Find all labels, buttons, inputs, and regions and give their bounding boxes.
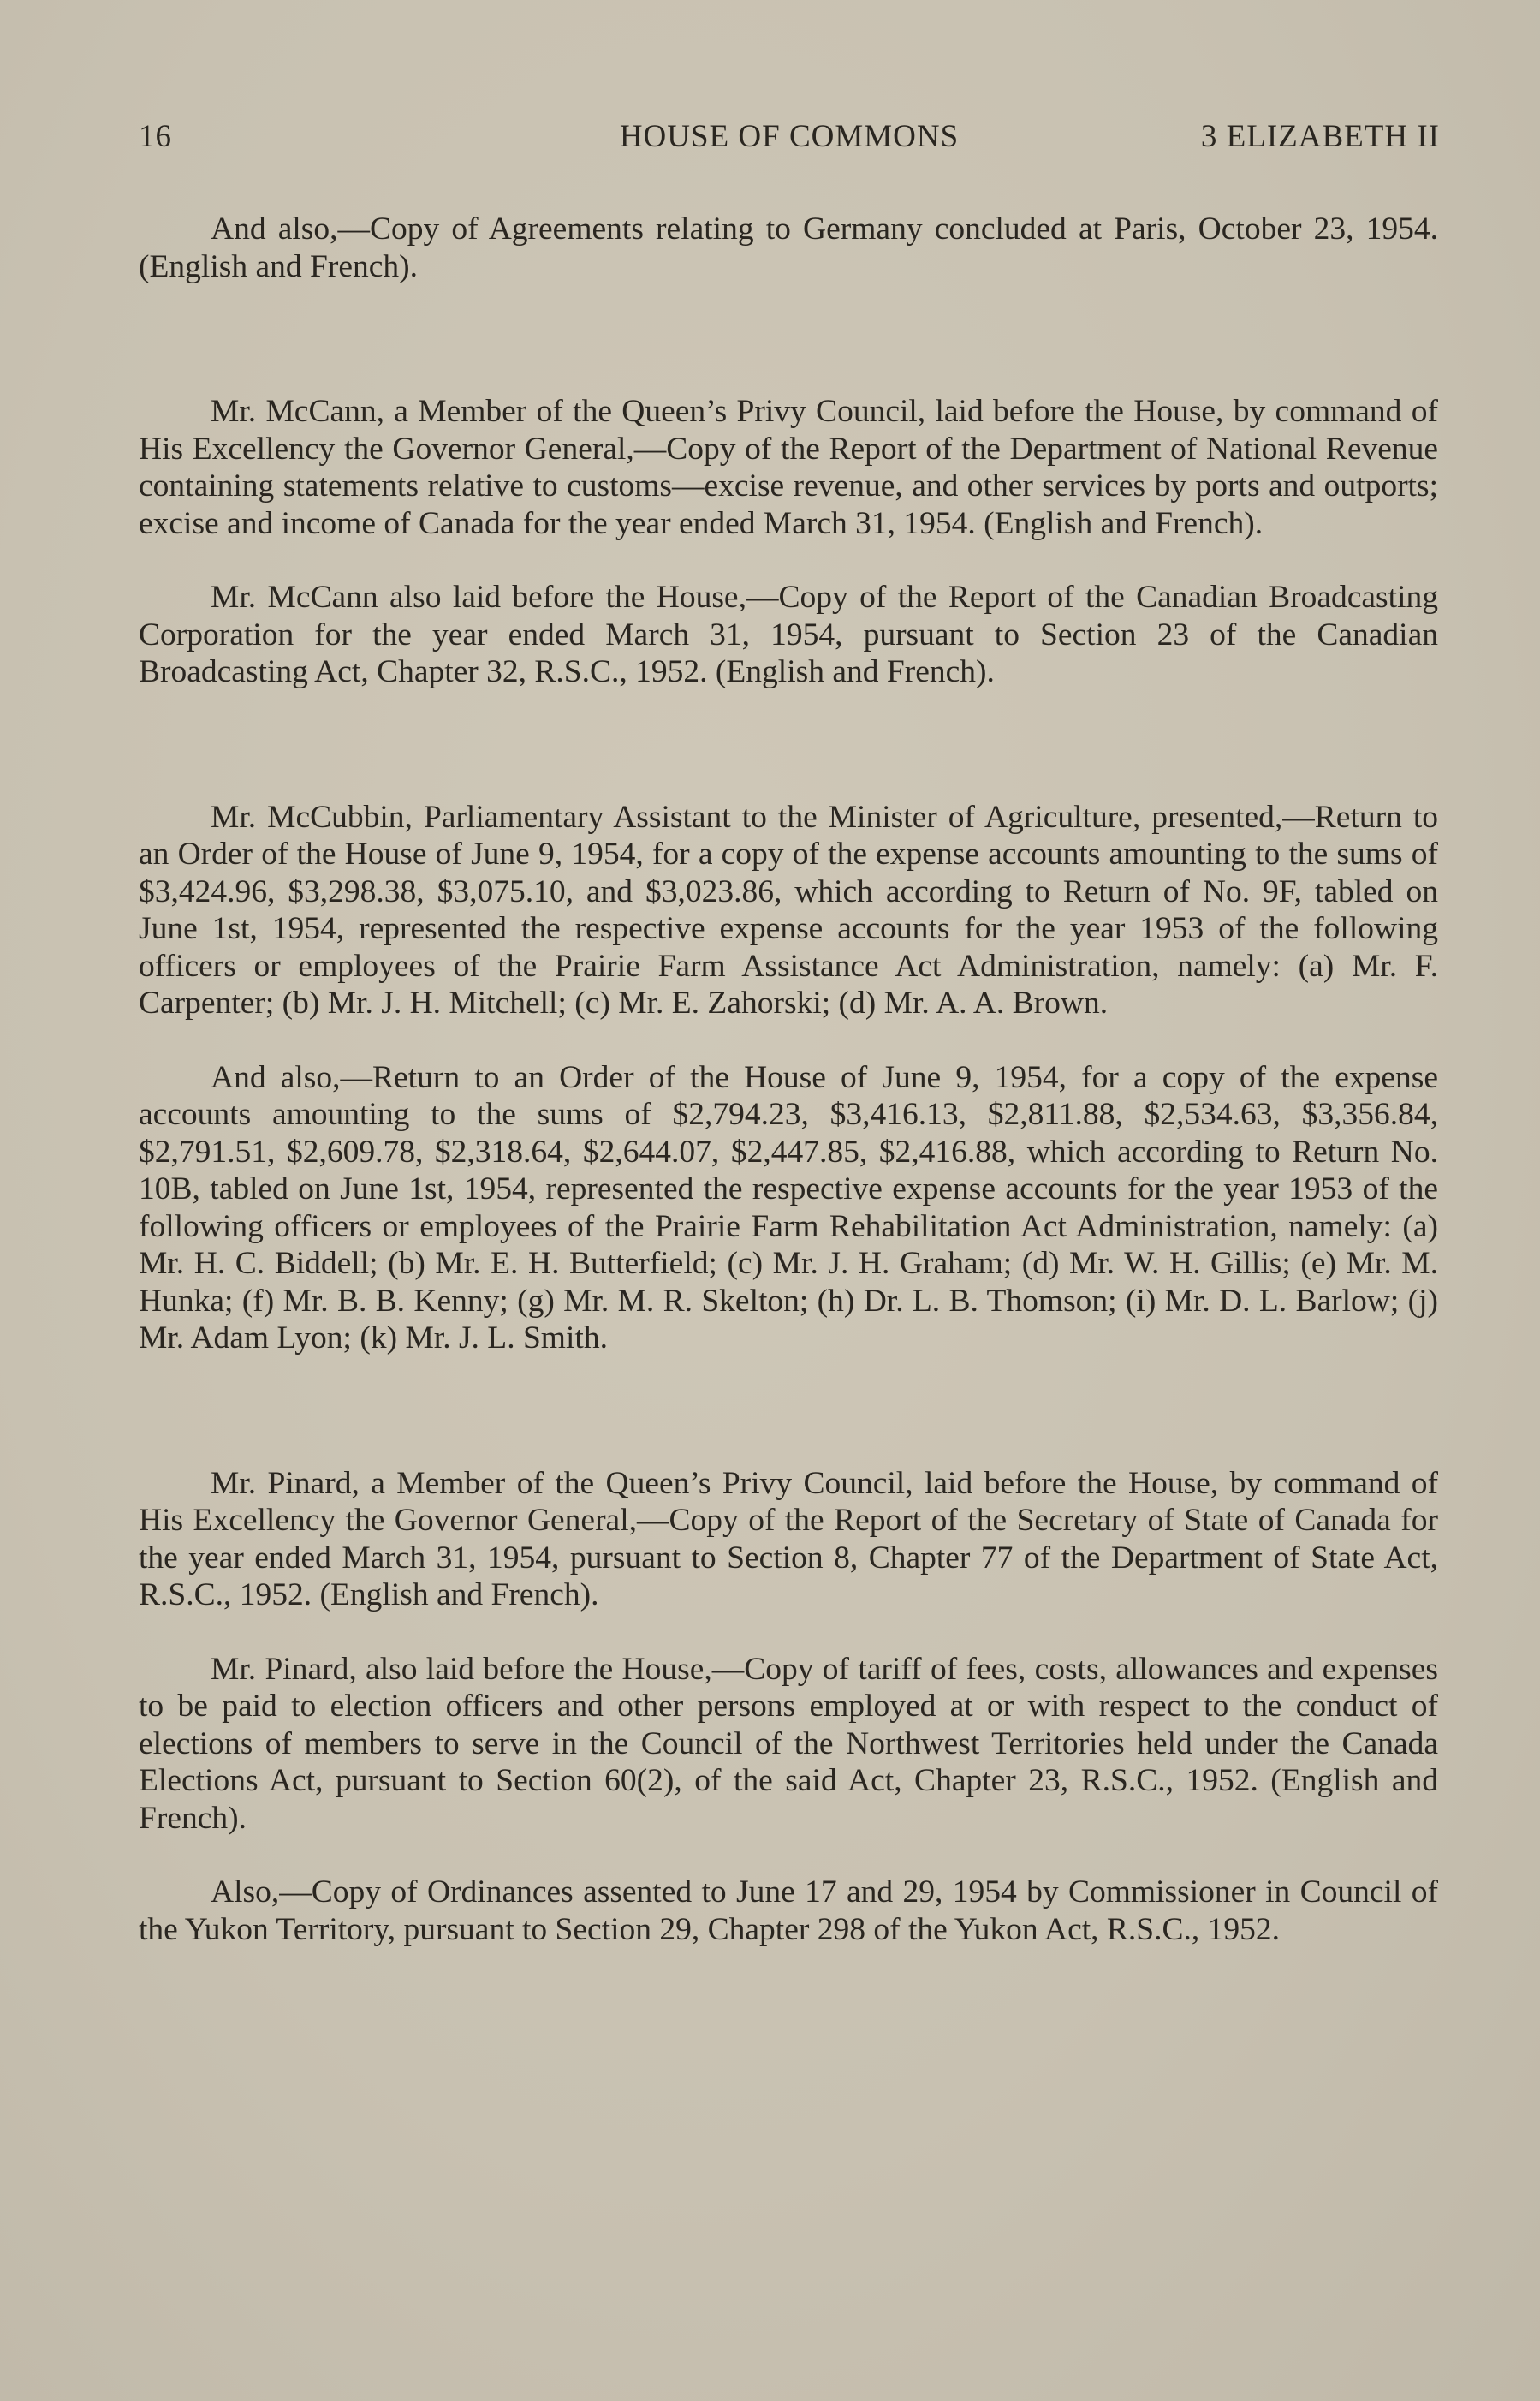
- paragraph-mccann-cbc-report: Mr. McCann also laid before the House,—Copy of the Report of the Canadian Broadcasting Corporation for the year ended March 31, 1954, pursuant to Section 23 of the Canadian Broadcasting Act, Chapter 32, R.S.C., 1952. (English and French).: [139, 580, 1438, 689]
- paragraph-mccann-revenue-report: Mr. McCann, a Member of the Queen’s Privy Council, laid before the House, by command of His Excellency the Governor General,—Copy of the Report of the Department of National Revenue containing statements relative to customs—excise revenue, and other services by ports and outports; excise and income of Canada for the year ended March 31, 1954. (English and French).: [139, 394, 1438, 541]
- running-title: HOUSE OF COMMONS: [619, 119, 960, 154]
- paragraph-pinard-tariff-fees: Mr. Pinard, also laid before the House,—Copy of tariff of fees, costs, allowances and expenses to be paid to election officers and other persons employed at or with respect to the conduct of elections of members to serve in the Council of the Northwest Territories held under the Canada Elections Act, pursuant to Section 60(2), of the said Act, Chapter 23, R.S.C., 1952. (English and French).: [139, 1651, 1438, 1836]
- paragraph-gap: [139, 542, 1438, 579]
- page-number: 16: [139, 119, 172, 154]
- paragraph-mccubbin-return-pfaa: Mr. McCubbin, Parliamentary Assistant to the Minister of Agriculture, presented,—Return to an Order of the House of June 9, 1954, for a copy of the expense accounts amounting to the sums of $3,424.96, $3,298.38, $3,075.10, and $3,023.86, which according to Return of No. 9F, tabled on June 1st, 1954, represented the respective expense accounts for the year 1953 of the following officers or employees of the Prairie Farm Assistance Act Administration, namely: (a) Mr. F. Carpenter; (b) Mr. J. H. Mitchell; (c) Mr. E. Zahorski; (d) Mr. A. A. Brown.: [139, 799, 1438, 1021]
- section-gap: [139, 1357, 1438, 1465]
- page-body: [139, 211, 1438, 1948]
- paragraph-mccubbin-return-pfra: And also,—Return to an Order of the House of June 9, 1954, for a copy of the expense accounts amounting to the sums of $2,794.23, $3,416.13, $2,811.88, $2,534.63, $3,356.84, $2,791.51, $2,609.78, $2,318.64, $2,644.07, $2,447.85, $2,416.88, which according to Return No. 10B, tabled on June 1st, 1954, represented the respective expense accounts for the year 1953 of the following officers or employees of the Prairie Farm Rehabilitation Act Administration, namely: (a) Mr. H. C. Biddell; (b) Mr. E. H. Butterfield; (c) Mr. J. H. Graham; (d) Mr. W. H. Gillis; (e) Mr. M. Hunka; (f) Mr. B. B. Kenny; (g) Mr. M. R. Skelton; (h) Dr. L. B. Thomson; (i) Mr. D. L. Barlow; (j) Mr. Adam Lyon; (k) Mr. J. L. Smith.: [139, 1059, 1438, 1355]
- paragraph-gap: [139, 1614, 1438, 1651]
- paragraph-gap: [139, 1022, 1438, 1059]
- session-label: 3 ELIZABETH II: [1200, 119, 1440, 154]
- section-gap: [139, 691, 1438, 799]
- paragraph-yukon-ordinances: Also,—Copy of Ordinances assented to June 17 and 29, 1954 by Commissioner in Council of the Yukon Territory, pursuant to Section 29, Chapter 298 of the Yukon Act, R.S.C., 1952.: [139, 1874, 1438, 1947]
- page-header: [139, 118, 1440, 161]
- paragraph-agreements-germany: And also,—Copy of Agreements relating to Germany concluded at Paris, October 23, 1954. (English and French).: [139, 212, 1438, 284]
- paragraph-pinard-secretary-report: Mr. Pinard, a Member of the Queen’s Privy Council, laid before the House, by command of His Excellency the Governor General,—Copy of the Report of the Secretary of State of Canada for the year ended March 31, 1954, pursuant to Section 8, Chapter 77 of the Department of State Act, R.S.C., 1952. (English and French).: [139, 1465, 1438, 1612]
- section-gap: [139, 285, 1438, 393]
- paragraph-gap: [139, 1837, 1438, 1874]
